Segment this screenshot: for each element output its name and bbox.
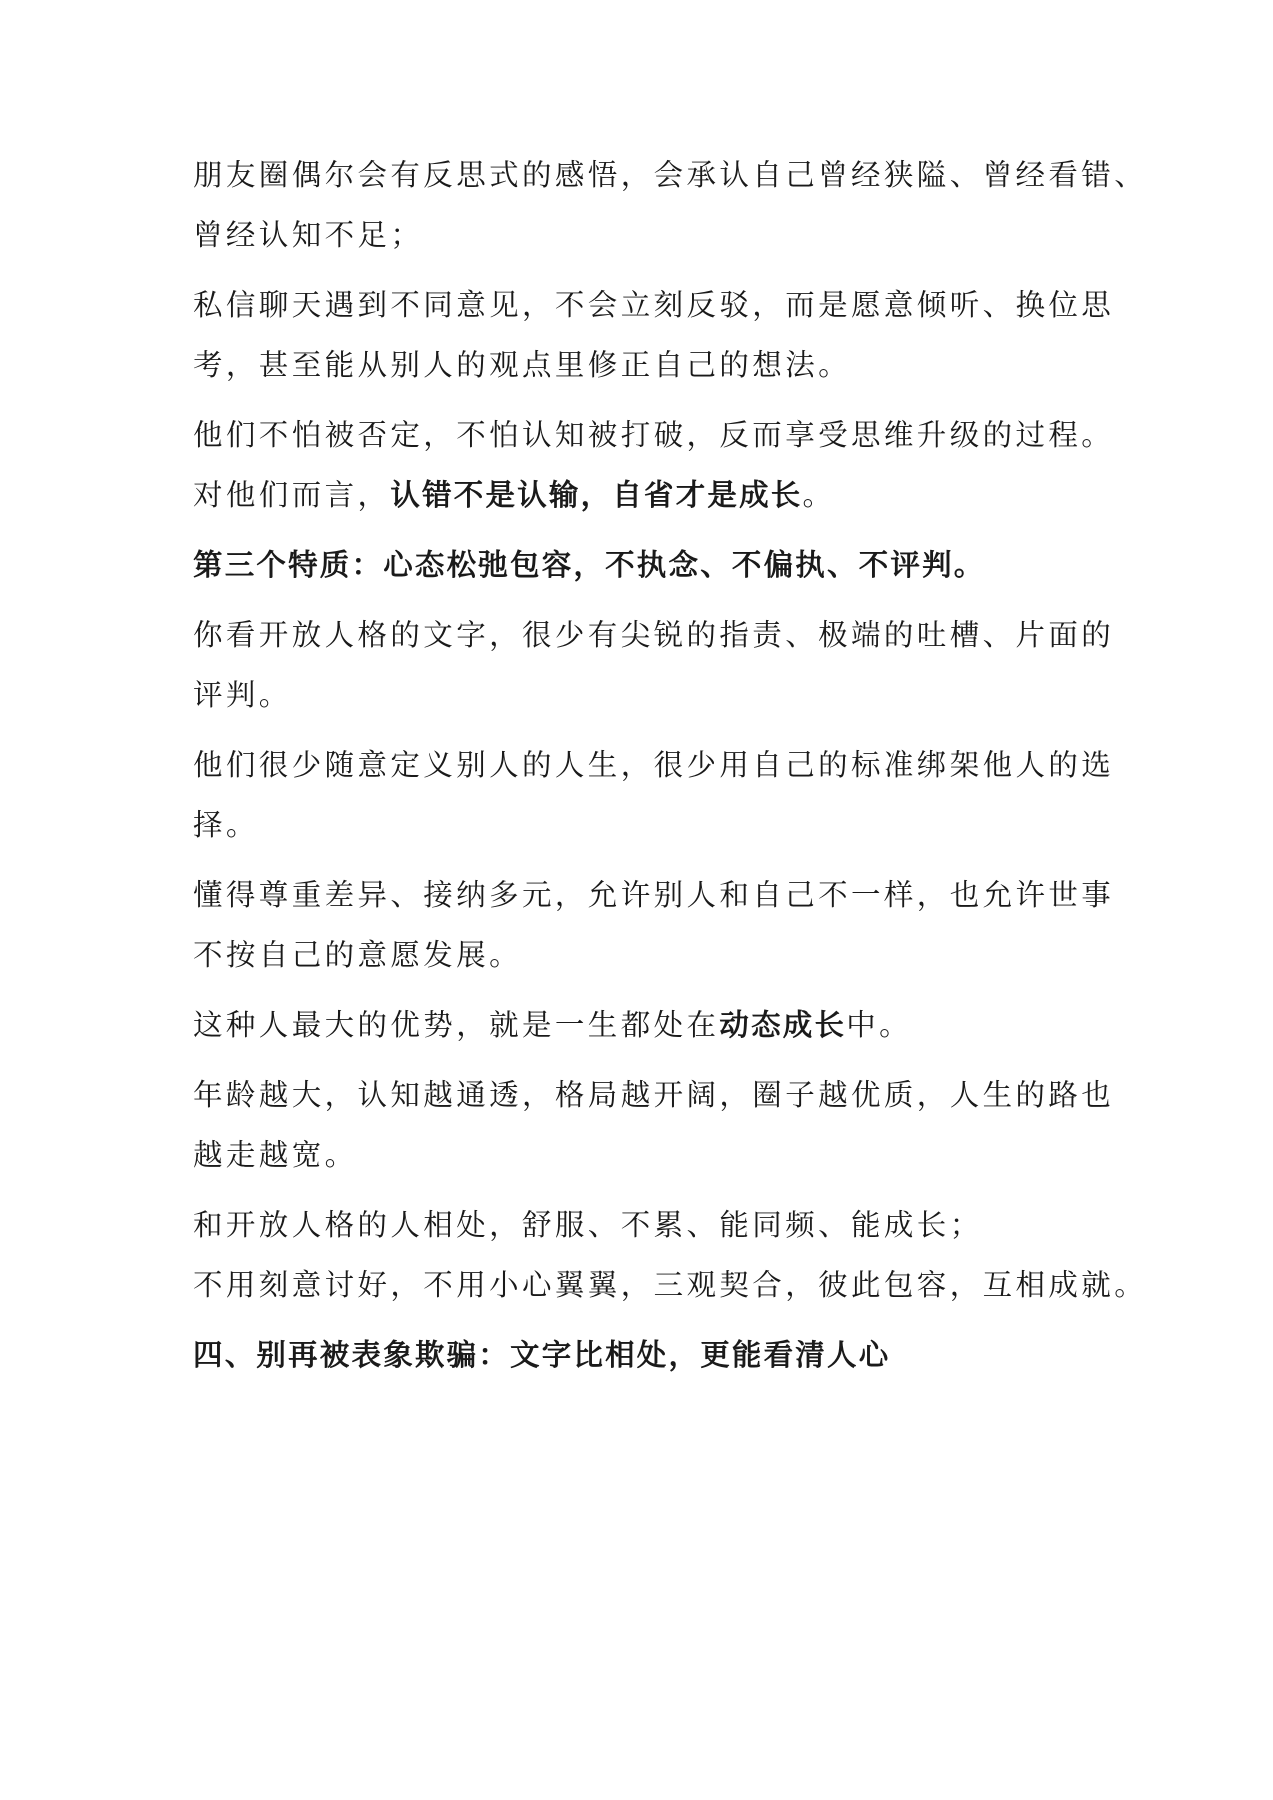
paragraph-open-writing bbox=[193, 605, 1114, 725]
paragraph-respect-difference bbox=[193, 865, 1114, 985]
section-heading-third-trait bbox=[193, 535, 986, 595]
emphasis-text: 认错不是认输，自省才是成长 bbox=[390, 478, 803, 512]
text-line: 择。 bbox=[193, 808, 259, 842]
text-span: 中。 bbox=[846, 1008, 913, 1042]
text-line: 考，甚至能从别人的观点里修正自己的想法。 bbox=[193, 348, 852, 382]
paragraph-no-defining bbox=[193, 735, 1114, 855]
paragraph-private-chat bbox=[193, 275, 1114, 395]
paragraph-reflection bbox=[193, 145, 1147, 265]
section-heading-four bbox=[193, 1325, 890, 1385]
heading-text: 四、别再被表象欺骗：文字比相处，更能看清人心 bbox=[193, 1338, 891, 1372]
text-line: 年龄越大，认知越通透，格局越开阔，圈子越优质，人生的路也 bbox=[193, 1078, 1115, 1112]
text-line: 朋友圈偶尔会有反思式的感悟，会承认自己曾经狭隘、曾经看错、 bbox=[193, 158, 1148, 192]
heading-text: 第三个特质：心态松弛包容，不执念、不偏执、不评判。 bbox=[193, 548, 986, 582]
text-line: 不用刻意讨好，不用小心翼翼，三观契合，彼此包容，互相成就。 bbox=[193, 1268, 1148, 1302]
text-line: 和开放人格的人相处，舒服、不累、能同频、能成长； bbox=[193, 1208, 983, 1242]
text-line: 他们很少随意定义别人的人生，很少用自己的标准绑架他人的选 bbox=[193, 748, 1115, 782]
text-line: 评判。 bbox=[193, 678, 292, 712]
text-line: 曾经认知不足； bbox=[193, 218, 424, 252]
text-span: 这种人最大的优势，就是一生都处在 bbox=[193, 1008, 720, 1042]
text-span: 对他们而言， bbox=[193, 478, 391, 512]
text-line bbox=[193, 995, 912, 1055]
paragraph-not-afraid bbox=[193, 405, 1114, 525]
text-line bbox=[193, 465, 1114, 525]
text-line: 懂得尊重差异、接纳多元，允许别人和自己不一样，也允许世事 bbox=[193, 878, 1115, 912]
text-line: 你看开放人格的文字，很少有尖锐的指责、极端的吐槽、片面的 bbox=[193, 618, 1115, 652]
text-span: 。 bbox=[802, 478, 836, 512]
paragraph-older-wiser bbox=[193, 1065, 1114, 1185]
paragraph-getting-along bbox=[193, 1195, 1147, 1315]
text-line: 他们不怕被否定，不怕认知被打破，反而享受思维升级的过程。 bbox=[193, 418, 1115, 452]
emphasis-text: 动态成长 bbox=[719, 1008, 847, 1042]
text-line: 私信聊天遇到不同意见，不会立刻反驳，而是愿意倾听、换位思 bbox=[193, 288, 1115, 322]
text-line: 不按自己的意愿发展。 bbox=[193, 938, 523, 972]
text-line: 越走越宽。 bbox=[193, 1138, 358, 1172]
paragraph-dynamic-growth bbox=[193, 995, 912, 1055]
